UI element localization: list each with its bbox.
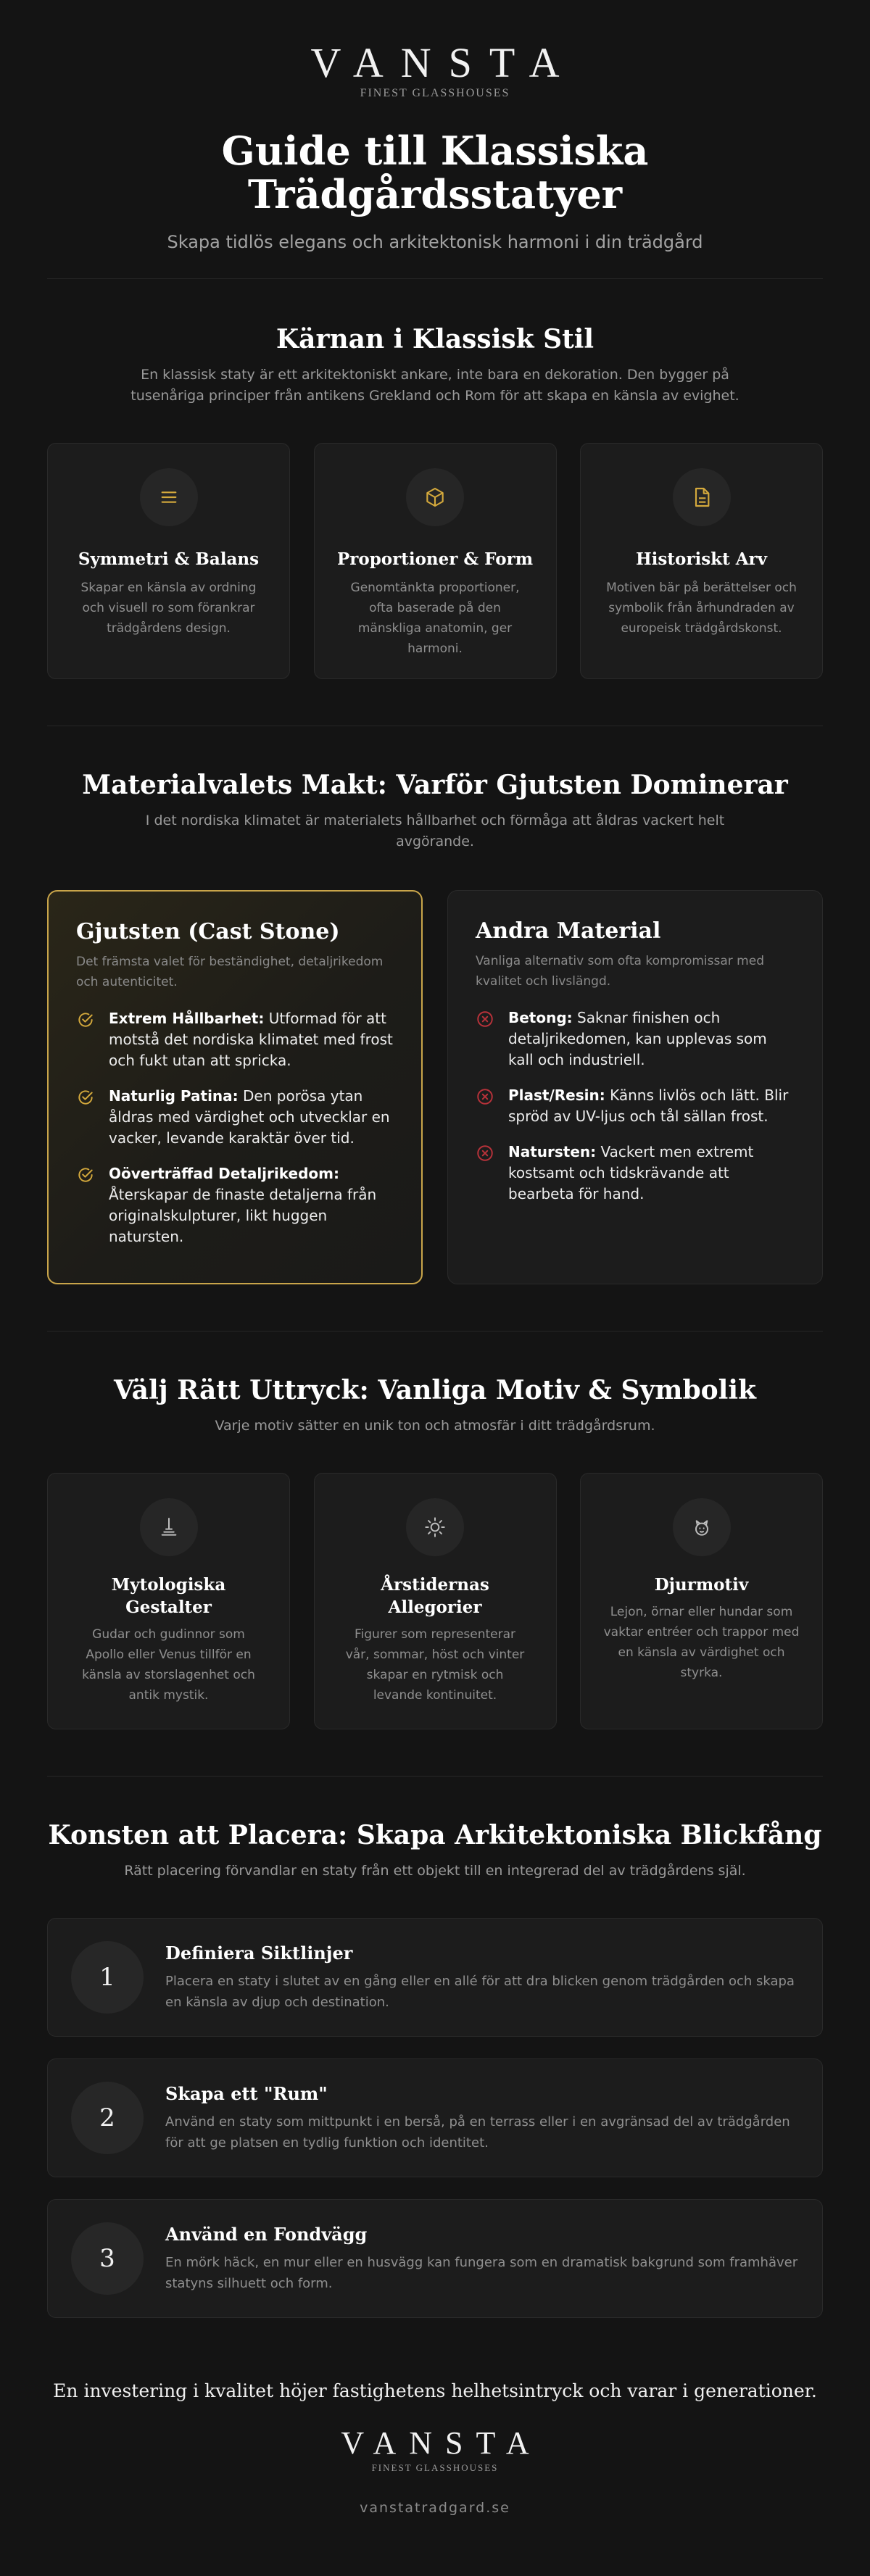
principle-card bbox=[580, 443, 823, 679]
card-title: Proportioner & Form bbox=[336, 549, 534, 569]
footer-website-link[interactable]: vanstatradgard.se bbox=[360, 2500, 510, 2516]
brand-logo: VANSTA bbox=[310, 39, 577, 86]
check-circle-icon bbox=[76, 1008, 95, 1071]
card-text: Lejon, örnar eller hundar som vaktar entréer och trappor med en känsla av värdighet och styrka. bbox=[603, 1605, 800, 1680]
other-materials-card bbox=[447, 890, 823, 1284]
section-motifs bbox=[47, 1331, 823, 1729]
card-title: Djurmotiv bbox=[654, 1575, 749, 1595]
item-label: Natursten: bbox=[508, 1143, 597, 1160]
benefit-list bbox=[76, 1008, 394, 1247]
card-subtitle: Vanliga alternativ som ofta kompromissar med kvalitet och livslängd. bbox=[476, 954, 764, 989]
card-title: Gjutsten (Cast Stone) bbox=[76, 919, 340, 944]
step-number: 1 bbox=[71, 1941, 144, 2014]
placement-steps bbox=[47, 1918, 823, 2318]
animal-icon bbox=[673, 1498, 731, 1556]
motif-card bbox=[47, 1473, 290, 1729]
item-label: Extrem Hållbarhet: bbox=[109, 1010, 265, 1027]
item-label: Naturlig Patina: bbox=[109, 1087, 239, 1105]
card-subtitle: Det främsta valet för beständighet, detaljrikedom och autenticitet. bbox=[76, 955, 384, 989]
list-item bbox=[76, 1163, 394, 1247]
card-text: Genomtänkta proportioner, ofta baserade på den mänskliga anatomin, ger harmoni. bbox=[350, 581, 520, 656]
card-text: Gudar och gudinnor som Apollo eller Venus tillför en känsla av storslagenhet och antik mystik. bbox=[82, 1627, 255, 1703]
item-label: Plast/Resin: bbox=[508, 1087, 605, 1104]
principles-grid bbox=[47, 443, 823, 679]
footer-quote: En investering i kvalitet höjer fastighetens helhetsintryck och varar i generationer. bbox=[53, 2380, 817, 2401]
item-label: Betong: bbox=[508, 1009, 573, 1026]
check-circle-icon bbox=[76, 1163, 95, 1247]
page-title: Guide till Klassiska Trädgårdsstatyer bbox=[221, 128, 649, 217]
step-card bbox=[47, 1918, 823, 2037]
item-text: Den porösa ytan åldras med värdighet och utvecklar en vacker, levande karaktär över tid. bbox=[109, 1087, 390, 1147]
section-title: Konsten att Placera: Skapa Arkitektoniska Blickfång bbox=[48, 1820, 822, 1850]
document-icon bbox=[673, 468, 731, 526]
list-item bbox=[476, 1142, 795, 1205]
footer-tagline: FINEST GLASSHOUSES bbox=[371, 2462, 499, 2473]
card-text: Figurer som representerar vår, sommar, höst och vinter skapar en rytmisk och levande kontinuitet. bbox=[345, 1627, 525, 1703]
list-item bbox=[76, 1008, 394, 1071]
pedestal-icon bbox=[140, 1498, 198, 1556]
card-title: Symmetri & Balans bbox=[78, 549, 260, 569]
x-circle-icon bbox=[476, 1142, 494, 1205]
step-text: Placera en staty i slutet av en gång eller en allé för att dra blicken genom trädgården och skapa en känsla av djup och destination. bbox=[165, 1973, 795, 2010]
page-subtitle: Skapa tidlös elegans och arkitektonisk harmoni i din trädgård bbox=[167, 232, 703, 252]
step-text: Använd en staty som mittpunkt i en berså, på en terrass eller i en avgränsad del av trädgården för att ge platsen en tydlig funktion och identitet. bbox=[165, 2114, 790, 2151]
section-intro: Rätt placering förvandlar en staty från ett objekt till en integrerad del av trädgårdens själ. bbox=[124, 1863, 746, 1879]
item-label: Oöverträffad Detaljrikedom: bbox=[109, 1165, 339, 1182]
cast-stone-card bbox=[47, 890, 423, 1284]
header bbox=[47, 0, 823, 252]
section-materials bbox=[47, 726, 823, 1284]
section-core bbox=[47, 279, 823, 679]
step-title: Använd en Fondvägg bbox=[165, 2223, 368, 2245]
content-container bbox=[47, 0, 823, 2516]
step-title: Definiera Siktlinjer bbox=[165, 1942, 353, 1964]
card-title: Årstidernas Allegorier bbox=[381, 1575, 489, 1617]
motif-card bbox=[580, 1473, 823, 1729]
menu-lines-icon bbox=[140, 468, 198, 526]
item-text: Återskapar de finaste detaljerna från originalskulpturer, likt huggen natursten. bbox=[109, 1186, 377, 1245]
step-card bbox=[47, 2058, 823, 2177]
check-circle-icon bbox=[76, 1086, 95, 1149]
material-comparison bbox=[47, 890, 823, 1284]
item-text: Saknar finishen och detaljrikedomen, kan upplevas som kall och industriell. bbox=[508, 1009, 767, 1068]
step-card bbox=[47, 2199, 823, 2318]
drawback-list bbox=[476, 1007, 795, 1205]
brand-tagline: FINEST GLASSHOUSES bbox=[360, 87, 510, 99]
section-title: Välj Rätt Uttryck: Vanliga Motiv & Symbolik bbox=[114, 1375, 756, 1405]
list-item bbox=[476, 1007, 795, 1071]
item-text: Utformad för att motstå det nordiska klimatet med frost och fukt utan att spricka. bbox=[109, 1010, 393, 1069]
section-intro: Varje motiv sätter en unik ton och atmosfär i ditt trädgårdsrum. bbox=[215, 1418, 655, 1434]
step-title: Skapa ett "Rum" bbox=[165, 2082, 328, 2104]
step-number: 3 bbox=[71, 2222, 144, 2295]
footer bbox=[47, 2380, 823, 2516]
principle-card bbox=[314, 443, 557, 679]
card-text: Motiven bär på berättelser och symbolik från århundraden av europeisk trädgårdskonst. bbox=[606, 581, 797, 636]
item-text: Vackert men extremt kostsamt och tidskrävande att bearbeta för hand. bbox=[508, 1143, 754, 1202]
motif-grid bbox=[47, 1473, 823, 1729]
x-circle-icon bbox=[476, 1085, 494, 1127]
section-title: Kärnan i Klassisk Stil bbox=[276, 324, 594, 354]
motif-card bbox=[314, 1473, 557, 1729]
item-text: Känns livlös och lätt. Blir spröd av UV-ljus och tål sällan frost. bbox=[508, 1087, 789, 1125]
section-title: Materialvalets Makt: Varför Gjutsten Dominerar bbox=[82, 770, 788, 800]
step-text: En mörk häck, en mur eller en husvägg kan fungera som en dramatisk bakgrund som framhäver statyns silhuett och form. bbox=[165, 2254, 798, 2291]
card-title: Andra Material bbox=[476, 918, 661, 944]
sun-icon bbox=[406, 1498, 464, 1556]
cube-icon bbox=[406, 468, 464, 526]
principle-card bbox=[47, 443, 290, 679]
x-circle-icon bbox=[476, 1007, 494, 1071]
section-placement bbox=[47, 1777, 823, 2318]
section-intro: En klassisk staty är ett arkitektoniskt ankare, inte bara en dekoration. Den bygger på tusenåriga principer från antikens Grekland och Rom för att skapa en känsla av evighet. bbox=[130, 367, 740, 404]
card-text: Skapar en känsla av ordning och visuell ro som förankrar trädgårdens design. bbox=[80, 581, 257, 636]
section-intro: I det nordiska klimatet är materialets hållbarhet och förmåga att åldras vackert helt avgörande. bbox=[145, 813, 725, 849]
footer-logo: VANSTA bbox=[341, 2425, 542, 2461]
card-title: Historiskt Arv bbox=[635, 549, 768, 569]
step-number: 2 bbox=[71, 2082, 144, 2154]
card-title: Mytologiska Gestalter bbox=[111, 1575, 226, 1617]
list-item bbox=[76, 1086, 394, 1149]
list-item bbox=[476, 1085, 795, 1127]
